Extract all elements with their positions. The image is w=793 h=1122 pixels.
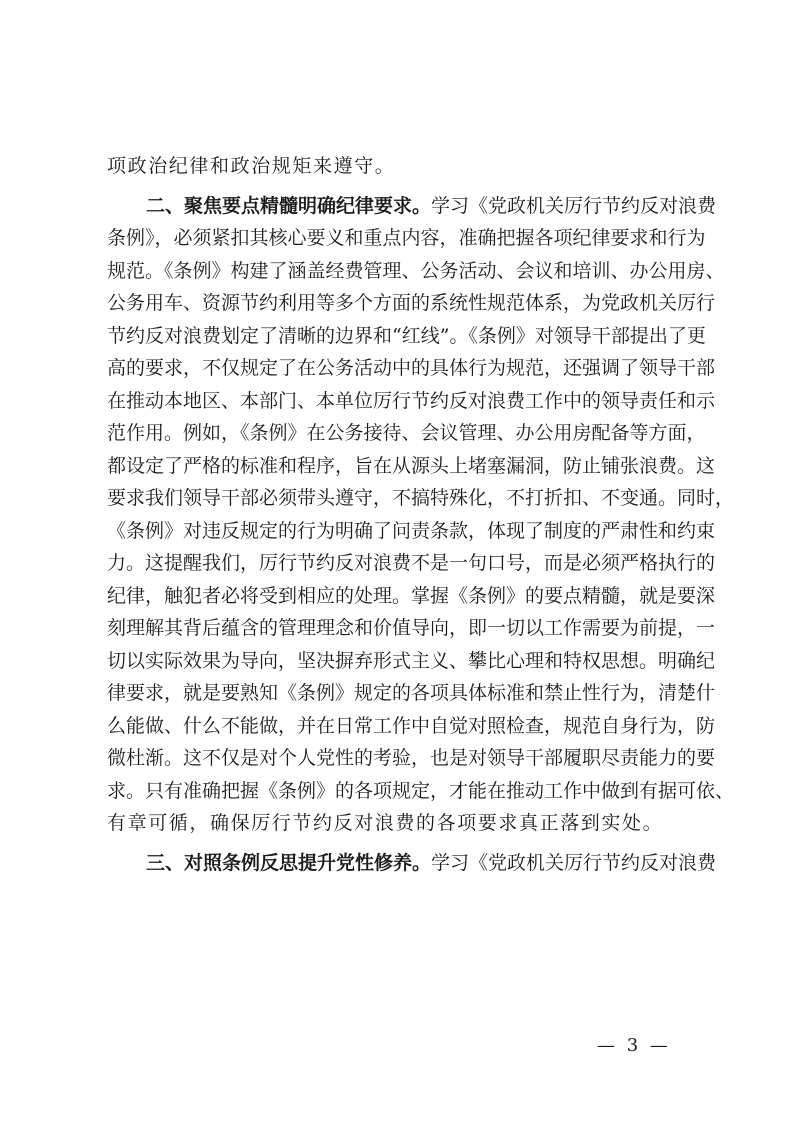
text-line: 微杜渐。这不仅是对个人党性的考验，也是对领导干部履职尽责能力的要 [107, 747, 716, 769]
text-line: 刻理解其背后蕴含的管理理念和价值导向，即一切以工作需要为前提，一 [107, 617, 716, 639]
text-line: 在推动本地区、本部门、本单位厉行节约反对浪费工作中的领导责任和示 [107, 389, 716, 412]
page-number: — 3 — [597, 1035, 671, 1056]
text-line: 有章可循，确保厉行节约反对浪费的各项要求真正落到实处。 [107, 812, 664, 834]
text-line: 范作用。例如，《条例》在公务接待、会议管理、办公用房配备等方面， [107, 422, 706, 444]
text-line: 么能做、什么不能做，并在日常工作中自觉对照检查，规范自身行为，防 [107, 714, 716, 737]
text-line: 节约反对浪费划定了清晰的边界和“红线”。《条例》对领导干部提出了更 [107, 324, 706, 347]
paragraph-text: 学习《党政机关厉行节约反对浪费 [431, 194, 717, 217]
text-line: 要求我们领导干部必须带头遵守，不搞特殊化，不打折扣、不变通。同时， [107, 487, 735, 509]
text-line: 律要求，就是要熟知《条例》规定的各项具体标准和禁止性行为，清楚什 [107, 682, 716, 704]
text-line: 纪律，触犯者必将受到相应的处理。掌握《条例》的要点精髓，就是要深 [107, 584, 716, 607]
text-line: 规范。《条例》构建了涵盖经费管理、公务活动、会议和培训、办公用房、 [107, 259, 725, 282]
text-line: 高的要求，不仅规定了在公务活动中的具体行为规范，还强调了领导干部 [107, 357, 716, 379]
paragraph-first-line [107, 190, 717, 223]
text-line: 都设定了严格的标准和程序，旨在从源头上堵塞漏洞，防止铺张浪费。这 [107, 454, 716, 477]
document-body [107, 150, 735, 879]
text-line: 公务用车、资源节约利用等多个方面的系统性规范体系，为党政机关厉行 [107, 292, 716, 314]
text-line: 《条例》对违反规定的行为明确了问责条款，体现了制度的严肃性和约束 [107, 519, 716, 542]
section-heading-3: 三、对照条例反思提升党性修养。 [146, 851, 432, 874]
paragraph-text: 项政治纪律和政治规矩来遵守。 [107, 155, 396, 177]
section-heading-2: 二、聚焦要点精髓明确纪律要求。 [146, 194, 432, 217]
paragraph-first-line [107, 847, 717, 880]
text-line: 求。只有准确把握《条例》的各项规定，才能在推动工作中做到有据可依、 [107, 779, 735, 802]
text-line [107, 150, 697, 183]
text-line: 条例》，必须紧扣其核心要义和重点内容，准确把握各项纪律要求和行为 [107, 227, 706, 249]
text-line: 力。这提醒我们，厉行节约反对浪费不是一句口号，而是必须严格执行的 [107, 552, 716, 574]
text-line: 切以实际效果为导向，坚决摒弃形式主义、攀比心理和特权思想。明确纪 [107, 649, 716, 672]
paragraph-text: 学习《党政机关厉行节约反对浪费 [431, 851, 717, 874]
